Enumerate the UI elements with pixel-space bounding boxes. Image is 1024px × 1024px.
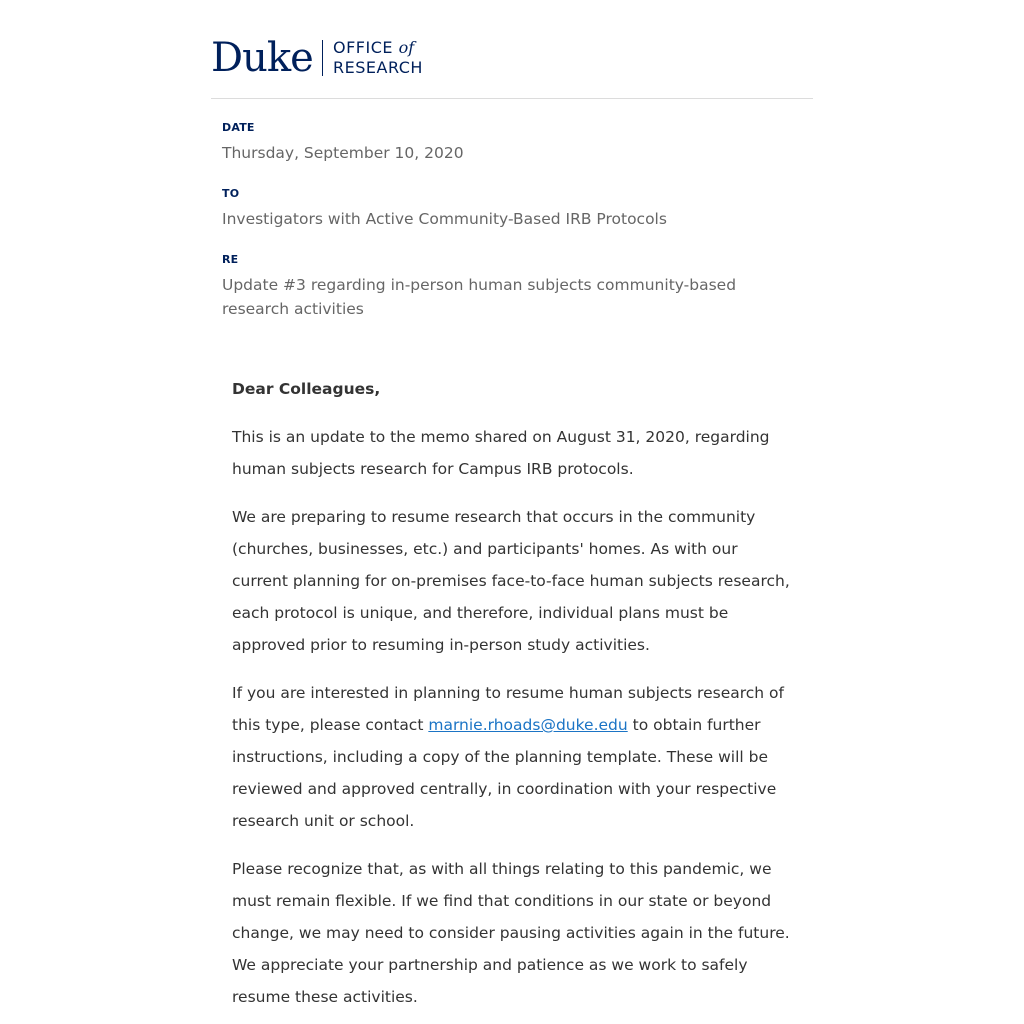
logo-line-2: RESEARCH [333,58,423,77]
logo-line-1 [333,38,423,58]
re-value: Update #3 regarding in-person human subjects community-based research activities [222,276,737,318]
date-value: Thursday, September 10, 2020 [222,144,464,162]
letter-paragraph-3 [232,677,797,837]
paragraph-3-text-end: to obtain further instructions, including a copy of the planning template. These will be reviewed and approved centrally, in coordination with your respective research unit or school. [232,716,777,830]
office-of-research-logo [333,38,423,78]
logo-of-word: of [398,38,415,57]
memo-header [211,0,813,99]
paragraph-3-text-start: If you are interested in planning to resume human subjects research of this type, please contact [232,684,784,734]
letter-paragraph-4: Please recognize that, as with all things relating to this pandemic, we must remain flexible. If we find that conditions in our state or beyond change, we may need to consider pausing activities again in the future. We appreciate your partnership and patience as we work to safely resume these activities. [232,860,790,1006]
date-label: DATE [222,121,255,134]
logo-divider [322,40,323,76]
letter-paragraph-2: We are preparing to resume research that occurs in the community (churches, businesses, etc.) and participants' homes. As with our current planning for on-premises face-to-face human subjects research, each protocol is unique, and therefore, individual plans must be approved prior to resuming in-person study activities. [232,508,790,654]
contact-email-link[interactable]: marnie.rhoads@duke.edu [428,716,628,734]
duke-logo-wordmark: Duke [211,35,313,81]
logo-office-word: OFFICE [333,38,393,57]
letter-greeting: Dear Colleagues, [232,380,381,398]
to-label: TO [222,187,240,200]
re-label: RE [222,253,239,266]
to-value: Investigators with Active Community-Based IRB Protocols [222,210,667,228]
memo-document [211,0,813,1006]
letter-paragraph-1: This is an update to the memo shared on August 31, 2020, regarding human subjects research for Campus IRB protocols. [232,428,770,478]
